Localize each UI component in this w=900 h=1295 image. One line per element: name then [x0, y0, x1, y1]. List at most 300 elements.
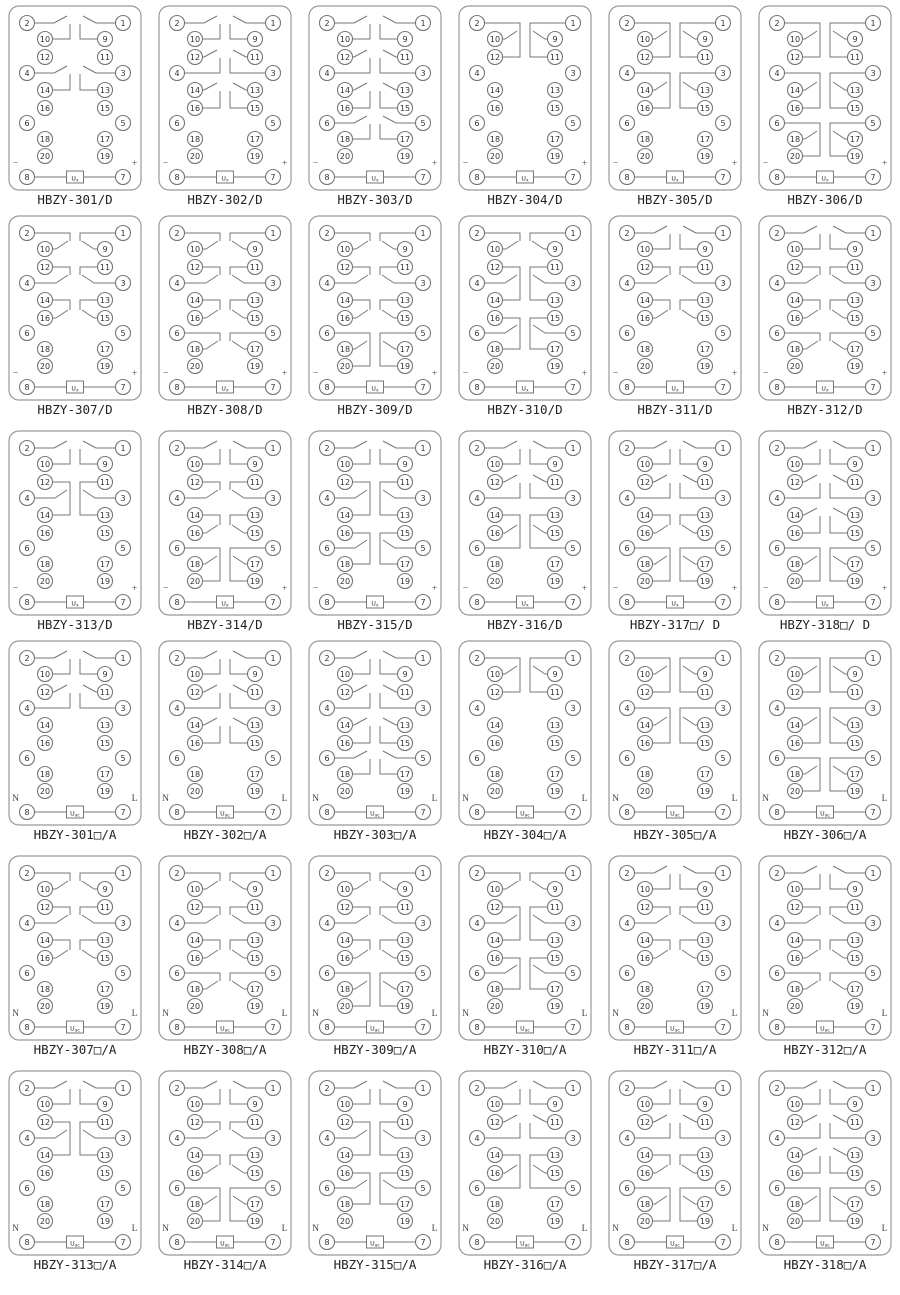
terminal-number-10: 10 — [639, 1099, 651, 1109]
supply-mark-right: + — [281, 369, 288, 379]
relay-case-outline — [309, 216, 441, 400]
terminal-number-19: 19 — [849, 1216, 861, 1226]
terminal-number-14: 14 — [189, 85, 201, 95]
terminal-number-16: 16 — [789, 738, 801, 748]
terminal-number-7: 7 — [570, 1237, 576, 1247]
terminal-number-4: 4 — [324, 918, 330, 928]
terminal-number-8: 8 — [174, 1237, 180, 1247]
relay-case-outline — [159, 6, 291, 190]
voltage-element-label: Ux — [221, 385, 229, 394]
terminal-number-6: 6 — [774, 328, 780, 338]
terminal-number-11: 11 — [399, 1117, 411, 1127]
terminal-number-7: 7 — [720, 172, 726, 182]
diagram-label: HBZY-305/D — [637, 192, 713, 207]
diagram-label: HBZY-305□/A — [633, 827, 717, 842]
terminal-number-10: 10 — [339, 884, 351, 894]
terminal-number-7: 7 — [120, 1022, 126, 1032]
terminal-number-5: 5 — [420, 543, 426, 553]
terminal-number-1: 1 — [270, 228, 276, 238]
terminal-number-7: 7 — [270, 807, 276, 817]
terminal-number-15: 15 — [549, 103, 561, 113]
terminal-number-10: 10 — [639, 459, 651, 469]
terminal-number-6: 6 — [774, 543, 780, 553]
terminal-number-11: 11 — [849, 902, 861, 912]
terminal-number-6: 6 — [324, 753, 330, 763]
terminal-number-11: 11 — [549, 477, 561, 487]
terminal-number-12: 12 — [189, 262, 201, 272]
terminal-number-10: 10 — [39, 669, 51, 679]
terminal-number-15: 15 — [699, 738, 711, 748]
relay-diagram-cell — [750, 635, 900, 850]
relay-case-outline — [309, 641, 441, 825]
terminal-wiring-diagram — [158, 430, 292, 616]
diagram-label: HBZY-313/D — [37, 617, 113, 632]
diagram-label: HBZY-318□/ D — [779, 617, 871, 632]
terminal-number-17: 17 — [699, 1199, 711, 1209]
terminal-number-8: 8 — [624, 1237, 630, 1247]
terminal-number-14: 14 — [189, 295, 201, 305]
relay-diagram-cell — [750, 1065, 900, 1295]
terminal-number-8: 8 — [24, 172, 30, 182]
terminal-number-11: 11 — [699, 262, 711, 272]
terminal-number-18: 18 — [39, 769, 51, 779]
terminal-number-12: 12 — [789, 52, 801, 62]
terminal-number-2: 2 — [624, 653, 630, 663]
terminal-number-18: 18 — [789, 769, 801, 779]
terminal-number-14: 14 — [639, 1150, 651, 1160]
terminal-number-4: 4 — [24, 493, 30, 503]
relay-case-outline — [759, 431, 891, 615]
supply-mark-left: N — [162, 794, 169, 804]
voltage-element-label: Ux — [671, 385, 679, 394]
terminal-number-9: 9 — [702, 34, 708, 44]
terminal-number-20: 20 — [39, 151, 51, 161]
relay-diagram-cell — [450, 1065, 600, 1295]
terminal-number-7: 7 — [120, 1237, 126, 1247]
terminal-number-5: 5 — [270, 118, 276, 128]
terminal-number-10: 10 — [639, 244, 651, 254]
voltage-element-label: Uac — [220, 1240, 230, 1249]
terminal-number-1: 1 — [570, 1083, 576, 1093]
terminal-number-7: 7 — [120, 807, 126, 817]
terminal-wiring-diagram — [308, 1070, 442, 1256]
relay-diagram-cell — [600, 425, 750, 635]
terminal-number-13: 13 — [99, 85, 111, 95]
terminal-number-6: 6 — [324, 543, 330, 553]
terminal-number-8: 8 — [324, 597, 330, 607]
terminal-number-13: 13 — [699, 1150, 711, 1160]
terminal-number-3: 3 — [270, 703, 276, 713]
supply-mark-left: − — [762, 159, 769, 169]
terminal-wiring-diagram — [608, 855, 742, 1041]
terminal-number-14: 14 — [789, 85, 801, 95]
terminal-number-18: 18 — [489, 134, 501, 144]
supply-mark-left: − — [312, 159, 319, 169]
relay-diagram-cell — [600, 635, 750, 850]
terminal-number-11: 11 — [849, 52, 861, 62]
terminal-number-9: 9 — [102, 244, 108, 254]
terminal-number-17: 17 — [699, 559, 711, 569]
terminal-number-3: 3 — [720, 703, 726, 713]
supply-mark-left: − — [12, 159, 19, 169]
terminal-number-1: 1 — [270, 1083, 276, 1093]
terminal-number-9: 9 — [702, 1099, 708, 1109]
relay-diagram-cell — [0, 850, 150, 1065]
terminal-number-13: 13 — [99, 720, 111, 730]
terminal-number-20: 20 — [39, 786, 51, 796]
terminal-number-15: 15 — [99, 953, 111, 963]
terminal-number-8: 8 — [174, 172, 180, 182]
terminal-number-14: 14 — [39, 85, 51, 95]
terminal-number-19: 19 — [99, 1001, 111, 1011]
relay-diagram-cell — [150, 0, 300, 210]
terminal-number-17: 17 — [249, 1199, 261, 1209]
supply-mark-right: L — [281, 1009, 288, 1019]
terminal-number-8: 8 — [474, 597, 480, 607]
relay-diagram-cell — [300, 850, 450, 1065]
terminal-number-2: 2 — [174, 18, 180, 28]
terminal-number-14: 14 — [339, 510, 351, 520]
terminal-number-5: 5 — [270, 753, 276, 763]
diagram-label: HBZY-316/D — [487, 617, 563, 632]
terminal-number-19: 19 — [549, 361, 561, 371]
terminal-number-11: 11 — [99, 262, 111, 272]
terminal-number-7: 7 — [720, 1022, 726, 1032]
terminal-number-2: 2 — [474, 653, 480, 663]
terminal-number-12: 12 — [789, 1117, 801, 1127]
voltage-element-label: Uac — [70, 810, 80, 819]
terminal-number-15: 15 — [549, 1168, 561, 1178]
terminal-number-1: 1 — [720, 443, 726, 453]
terminal-number-1: 1 — [120, 443, 126, 453]
terminal-wiring-diagram — [8, 855, 142, 1041]
terminal-number-19: 19 — [249, 576, 261, 586]
terminal-number-6: 6 — [474, 1183, 480, 1193]
terminal-number-6: 6 — [774, 753, 780, 763]
terminal-number-19: 19 — [99, 361, 111, 371]
terminal-number-18: 18 — [489, 1199, 501, 1209]
terminal-wiring-diagram — [158, 855, 292, 1041]
terminal-number-13: 13 — [549, 1150, 561, 1160]
terminal-number-9: 9 — [402, 34, 408, 44]
supply-mark-right: + — [431, 159, 438, 169]
terminal-number-8: 8 — [24, 1237, 30, 1247]
terminal-number-1: 1 — [120, 228, 126, 238]
terminal-number-10: 10 — [189, 34, 201, 44]
voltage-element-label: Ux — [371, 600, 379, 609]
terminal-number-5: 5 — [420, 968, 426, 978]
terminal-number-4: 4 — [624, 493, 630, 503]
terminal-number-20: 20 — [489, 151, 501, 161]
terminal-number-4: 4 — [174, 1133, 180, 1143]
terminal-number-11: 11 — [99, 902, 111, 912]
terminal-number-2: 2 — [624, 228, 630, 238]
terminal-number-3: 3 — [270, 278, 276, 288]
terminal-number-5: 5 — [420, 118, 426, 128]
terminal-number-17: 17 — [849, 984, 861, 994]
terminal-number-9: 9 — [552, 884, 558, 894]
terminal-number-12: 12 — [339, 262, 351, 272]
terminal-number-7: 7 — [720, 382, 726, 392]
terminal-number-19: 19 — [399, 1216, 411, 1226]
terminal-wiring-diagram — [458, 1070, 592, 1256]
terminal-number-20: 20 — [789, 361, 801, 371]
terminal-number-15: 15 — [399, 1168, 411, 1178]
terminal-number-8: 8 — [774, 172, 780, 182]
terminal-number-15: 15 — [99, 528, 111, 538]
terminal-number-5: 5 — [720, 328, 726, 338]
terminal-wiring-diagram — [158, 1070, 292, 1256]
terminal-number-1: 1 — [570, 228, 576, 238]
terminal-number-9: 9 — [702, 459, 708, 469]
terminal-number-13: 13 — [249, 510, 261, 520]
terminal-number-3: 3 — [270, 68, 276, 78]
terminal-number-5: 5 — [570, 543, 576, 553]
terminal-number-3: 3 — [720, 493, 726, 503]
terminal-number-7: 7 — [420, 172, 426, 182]
relay-case-outline — [159, 641, 291, 825]
terminal-number-12: 12 — [489, 902, 501, 912]
terminal-number-8: 8 — [774, 382, 780, 392]
supply-mark-right: + — [581, 159, 588, 169]
terminal-number-2: 2 — [174, 1083, 180, 1093]
terminal-number-4: 4 — [324, 703, 330, 713]
terminal-number-12: 12 — [339, 687, 351, 697]
supply-mark-left: − — [162, 369, 169, 379]
terminal-number-1: 1 — [870, 228, 876, 238]
terminal-number-10: 10 — [489, 1099, 501, 1109]
terminal-number-4: 4 — [324, 493, 330, 503]
terminal-number-17: 17 — [99, 1199, 111, 1209]
terminal-number-7: 7 — [570, 1022, 576, 1032]
terminal-number-14: 14 — [789, 295, 801, 305]
terminal-number-16: 16 — [639, 1168, 651, 1178]
terminal-number-7: 7 — [120, 172, 126, 182]
terminal-number-4: 4 — [24, 703, 30, 713]
terminal-number-12: 12 — [789, 902, 801, 912]
supply-mark-right: + — [131, 584, 138, 594]
relay-case-outline — [159, 1071, 291, 1255]
terminal-number-12: 12 — [39, 902, 51, 912]
terminal-number-17: 17 — [549, 134, 561, 144]
terminal-number-20: 20 — [39, 576, 51, 586]
terminal-number-2: 2 — [24, 228, 30, 238]
terminal-number-8: 8 — [474, 1237, 480, 1247]
terminal-number-12: 12 — [39, 1117, 51, 1127]
voltage-element-label: Ux — [821, 600, 829, 609]
terminal-number-13: 13 — [249, 935, 261, 945]
terminal-number-6: 6 — [24, 118, 30, 128]
terminal-number-16: 16 — [489, 528, 501, 538]
terminal-wiring-diagram — [308, 640, 442, 826]
supply-mark-left: N — [462, 794, 469, 804]
terminal-number-5: 5 — [720, 543, 726, 553]
voltage-element-label: Uac — [370, 1240, 380, 1249]
terminal-number-10: 10 — [339, 244, 351, 254]
terminal-number-18: 18 — [489, 984, 501, 994]
supply-mark-left: − — [762, 584, 769, 594]
terminal-number-10: 10 — [789, 244, 801, 254]
terminal-number-20: 20 — [489, 361, 501, 371]
terminal-number-14: 14 — [39, 295, 51, 305]
terminal-number-12: 12 — [489, 52, 501, 62]
terminal-number-5: 5 — [120, 328, 126, 338]
terminal-number-6: 6 — [174, 118, 180, 128]
terminal-number-19: 19 — [249, 361, 261, 371]
terminal-number-16: 16 — [339, 313, 351, 323]
terminal-number-11: 11 — [249, 262, 261, 272]
terminal-number-6: 6 — [24, 753, 30, 763]
terminal-number-7: 7 — [420, 382, 426, 392]
terminal-number-13: 13 — [699, 295, 711, 305]
terminal-number-1: 1 — [720, 653, 726, 663]
terminal-number-17: 17 — [549, 769, 561, 779]
terminal-number-18: 18 — [39, 344, 51, 354]
terminal-number-8: 8 — [624, 382, 630, 392]
terminal-number-10: 10 — [189, 884, 201, 894]
terminal-number-17: 17 — [699, 134, 711, 144]
terminal-number-17: 17 — [99, 769, 111, 779]
terminal-number-11: 11 — [549, 687, 561, 697]
terminal-number-9: 9 — [402, 669, 408, 679]
voltage-element-label: Uac — [70, 1240, 80, 1249]
supply-mark-right: + — [431, 369, 438, 379]
terminal-number-5: 5 — [570, 118, 576, 128]
terminal-number-17: 17 — [399, 559, 411, 569]
terminal-number-5: 5 — [120, 753, 126, 763]
voltage-element-label: Ux — [521, 385, 529, 394]
terminal-number-9: 9 — [252, 459, 258, 469]
terminal-number-20: 20 — [339, 151, 351, 161]
terminal-number-10: 10 — [339, 34, 351, 44]
voltage-element-label: Ux — [371, 385, 379, 394]
terminal-number-7: 7 — [420, 807, 426, 817]
supply-mark-right: L — [131, 1009, 138, 1019]
supply-mark-left: N — [162, 1009, 169, 1019]
terminal-number-4: 4 — [24, 1133, 30, 1143]
terminal-wiring-diagram — [608, 1070, 742, 1256]
terminal-number-5: 5 — [570, 1183, 576, 1193]
relay-case-outline — [9, 856, 141, 1040]
diagram-label: HBZY-306/D — [787, 192, 863, 207]
terminal-number-5: 5 — [270, 543, 276, 553]
terminal-number-15: 15 — [849, 528, 861, 538]
terminal-number-1: 1 — [720, 1083, 726, 1093]
terminal-number-8: 8 — [324, 382, 330, 392]
supply-mark-right: L — [881, 794, 888, 804]
terminal-number-17: 17 — [699, 984, 711, 994]
terminal-number-16: 16 — [489, 1168, 501, 1178]
terminal-number-10: 10 — [789, 1099, 801, 1109]
terminal-number-20: 20 — [789, 786, 801, 796]
terminal-number-14: 14 — [639, 720, 651, 730]
terminal-number-11: 11 — [249, 1117, 261, 1127]
terminal-number-3: 3 — [570, 68, 576, 78]
terminal-number-1: 1 — [420, 18, 426, 28]
relay-case-outline — [609, 856, 741, 1040]
supply-mark-left: N — [312, 1009, 319, 1019]
relay-diagram-cell — [600, 0, 750, 210]
terminal-number-5: 5 — [570, 968, 576, 978]
terminal-number-11: 11 — [549, 902, 561, 912]
terminal-number-11: 11 — [399, 262, 411, 272]
terminal-number-20: 20 — [189, 1001, 201, 1011]
diagram-label: HBZY-304□/A — [483, 827, 567, 842]
terminal-number-5: 5 — [870, 1183, 876, 1193]
terminal-number-11: 11 — [849, 687, 861, 697]
terminal-number-9: 9 — [552, 34, 558, 44]
terminal-wiring-diagram — [158, 640, 292, 826]
voltage-element-label: Ux — [371, 175, 379, 184]
relay-diagram-cell — [750, 850, 900, 1065]
terminal-number-18: 18 — [639, 559, 651, 569]
supply-mark-right: L — [431, 1224, 438, 1234]
terminal-number-15: 15 — [399, 953, 411, 963]
terminal-number-11: 11 — [99, 1117, 111, 1127]
relay-diagram-cell — [0, 210, 150, 425]
terminal-number-14: 14 — [489, 935, 501, 945]
terminal-number-18: 18 — [189, 984, 201, 994]
supply-mark-left: N — [312, 1224, 319, 1234]
terminal-number-20: 20 — [189, 361, 201, 371]
terminal-number-13: 13 — [549, 85, 561, 95]
terminal-number-11: 11 — [549, 262, 561, 272]
terminal-number-4: 4 — [324, 278, 330, 288]
terminal-number-17: 17 — [699, 344, 711, 354]
terminal-number-18: 18 — [789, 134, 801, 144]
diagram-label: HBZY-308□/A — [183, 1042, 267, 1057]
terminal-number-13: 13 — [249, 1150, 261, 1160]
terminal-number-20: 20 — [189, 786, 201, 796]
voltage-element-label: Uac — [670, 1240, 680, 1249]
terminal-number-15: 15 — [249, 1168, 261, 1178]
terminal-number-2: 2 — [24, 868, 30, 878]
supply-mark-right: + — [731, 159, 738, 169]
terminal-number-12: 12 — [189, 1117, 201, 1127]
relay-diagram-cell — [0, 425, 150, 635]
terminal-number-16: 16 — [639, 528, 651, 538]
terminal-number-8: 8 — [474, 1022, 480, 1032]
terminal-number-2: 2 — [474, 18, 480, 28]
terminal-number-7: 7 — [420, 1022, 426, 1032]
terminal-number-12: 12 — [489, 1117, 501, 1127]
terminal-number-13: 13 — [399, 85, 411, 95]
diagram-label: HBZY-302/D — [187, 192, 263, 207]
terminal-number-17: 17 — [849, 1199, 861, 1209]
terminal-number-1: 1 — [570, 868, 576, 878]
terminal-number-2: 2 — [24, 1083, 30, 1093]
terminal-number-14: 14 — [489, 720, 501, 730]
terminal-number-2: 2 — [324, 18, 330, 28]
terminal-number-18: 18 — [189, 559, 201, 569]
terminal-number-1: 1 — [870, 18, 876, 28]
terminal-number-6: 6 — [174, 1183, 180, 1193]
terminal-number-15: 15 — [99, 103, 111, 113]
terminal-number-3: 3 — [870, 493, 876, 503]
terminal-number-1: 1 — [570, 18, 576, 28]
terminal-number-3: 3 — [420, 68, 426, 78]
terminal-number-1: 1 — [570, 443, 576, 453]
terminal-number-18: 18 — [789, 344, 801, 354]
terminal-number-2: 2 — [24, 18, 30, 28]
diagram-label: HBZY-307/D — [37, 402, 113, 417]
supply-mark-right: L — [581, 1224, 588, 1234]
terminal-number-17: 17 — [399, 1199, 411, 1209]
supply-mark-left: − — [462, 584, 469, 594]
terminal-number-14: 14 — [189, 720, 201, 730]
diagram-label: HBZY-317□/A — [633, 1257, 717, 1272]
relay-case-outline — [309, 1071, 441, 1255]
